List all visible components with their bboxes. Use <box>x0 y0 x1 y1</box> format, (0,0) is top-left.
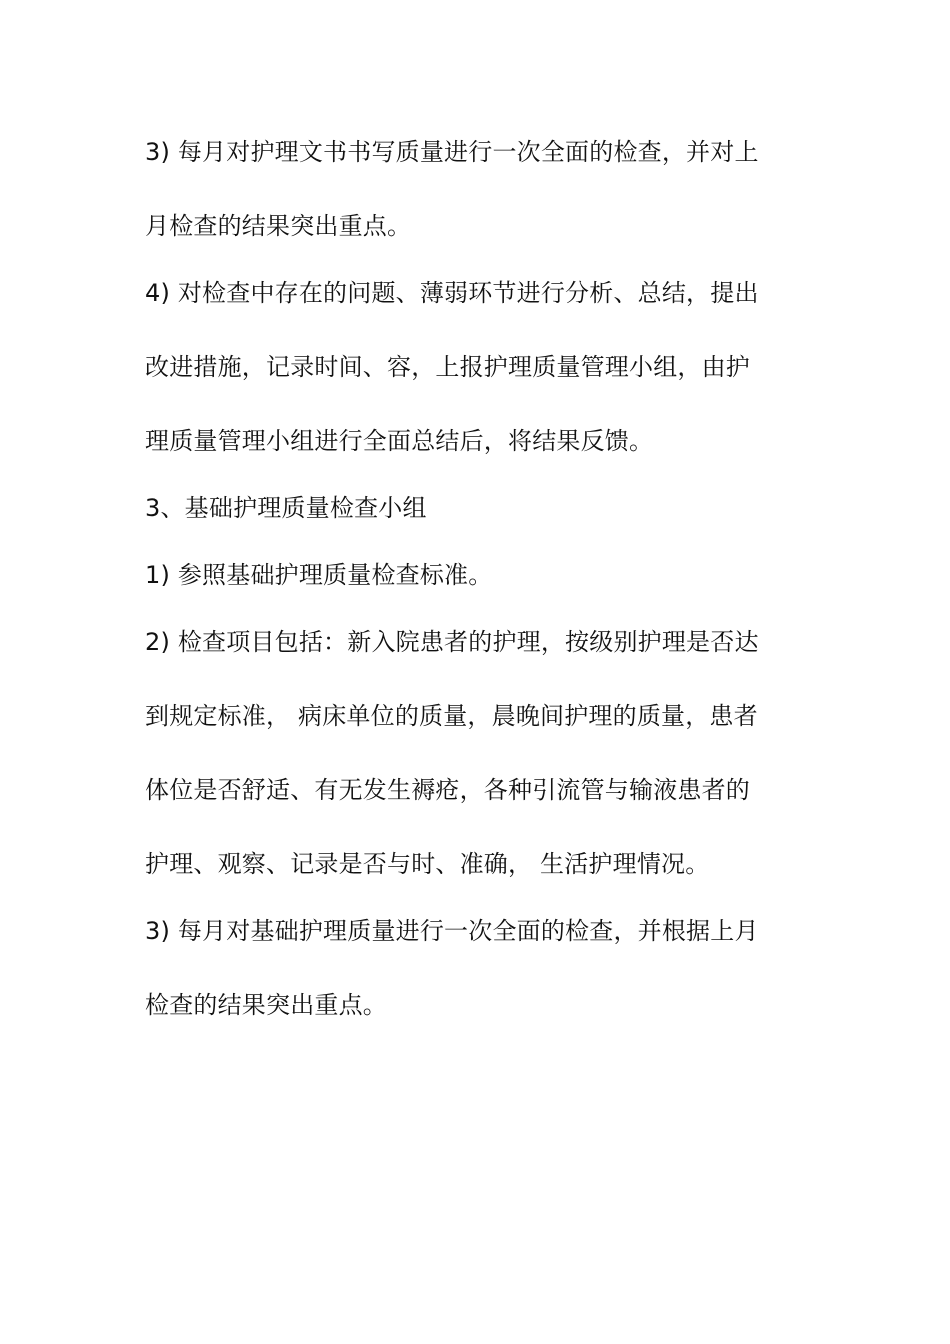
paragraph-line: 改进措施，记录时间、容，上报护理质量管理小组，由护 <box>145 353 750 381</box>
paragraph-line: 月检查的结果突出重点。 <box>145 212 412 240</box>
section-heading: 3、基础护理质量检查小组 <box>145 494 427 522</box>
paragraph-line: 4) 对检查中存在的问题、薄弱环节进行分析、总结，提出 <box>145 279 759 307</box>
paragraph-line: 护理、观察、记录是否与时、准确， 生活护理情况。 <box>145 850 710 878</box>
paragraph-line: 到规定标准， 病床单位的质量，晨晚间护理的质量，患者 <box>145 702 758 730</box>
paragraph-line: 体位是否舒适、有无发生褥疮，各种引流管与输液患者的 <box>145 776 750 804</box>
paragraph-line: 检查的结果突出重点。 <box>145 991 387 1019</box>
paragraph-line: 理质量管理小组进行全面总结后，将结果反馈。 <box>145 427 654 455</box>
paragraph-line: 1) 参照基础护理质量检查标准。 <box>145 561 493 589</box>
paragraph-line: 3) 每月对基础护理质量进行一次全面的检查，并根据上月 <box>145 917 759 945</box>
paragraph-line: 3) 每月对护理文书书写质量进行一次全面的检查，并对上 <box>145 138 759 166</box>
paragraph-line: 2) 检查项目包括：新入院患者的护理，按级别护理是否达 <box>145 628 759 656</box>
